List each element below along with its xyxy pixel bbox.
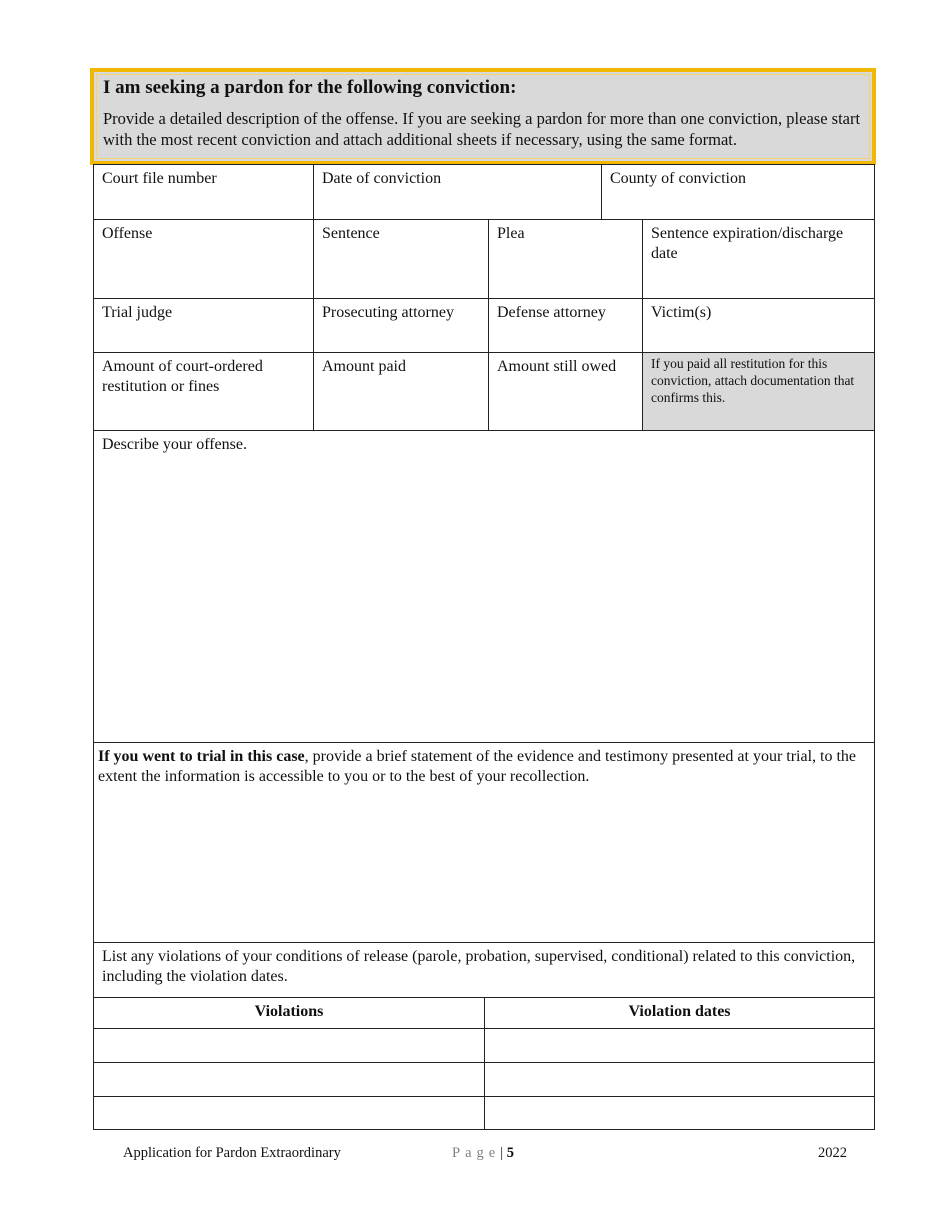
footer-year: 2022 bbox=[818, 1145, 847, 1161]
offense-label: Offense bbox=[102, 225, 153, 242]
plea-field[interactable] bbox=[488, 219, 643, 299]
violations-header-label: Violations bbox=[254, 1003, 324, 1020]
restitution-note bbox=[642, 352, 875, 431]
violation-date-input[interactable] bbox=[484, 1062, 875, 1097]
violations-column-header bbox=[93, 997, 485, 1029]
defense-attorney-field[interactable] bbox=[488, 298, 643, 353]
amount-owed-label: Amount still owed bbox=[497, 358, 617, 375]
page-word: Page bbox=[452, 1145, 501, 1161]
describe-offense-label: Describe your offense. bbox=[102, 436, 247, 453]
violation-input[interactable] bbox=[93, 1096, 485, 1130]
defense-attorney-label: Defense attorney bbox=[497, 304, 606, 321]
sentence-label: Sentence bbox=[322, 225, 380, 242]
restitution-note-text: If you paid all restitution for this conviction, attach documentation that confirms this. bbox=[651, 356, 855, 405]
trial-statement-field[interactable] bbox=[93, 742, 875, 943]
violation-date-input[interactable] bbox=[484, 1028, 875, 1063]
violation-dates-column-header bbox=[484, 997, 875, 1029]
restitution-label: Amount of court-ordered restitution or fines bbox=[102, 358, 263, 395]
amount-owed-field[interactable] bbox=[488, 352, 643, 431]
restitution-field[interactable] bbox=[93, 352, 314, 431]
plea-label: Plea bbox=[497, 225, 525, 242]
offense-field[interactable] bbox=[93, 219, 314, 299]
trial-statement-bold-label: If you went to trial in this case bbox=[98, 748, 305, 765]
amount-paid-label: Amount paid bbox=[322, 358, 406, 375]
sentence-expiration-label: Sentence expiration/discharge date bbox=[651, 225, 844, 262]
prosecuting-attorney-label: Prosecuting attorney bbox=[322, 304, 454, 321]
trial-judge-label: Trial judge bbox=[102, 304, 173, 321]
violations-prompt bbox=[93, 942, 875, 998]
county-of-conviction-field[interactable] bbox=[601, 164, 875, 220]
date-of-conviction-field[interactable] bbox=[313, 164, 602, 220]
prosecuting-attorney-field[interactable] bbox=[313, 298, 489, 353]
violation-date-input[interactable] bbox=[484, 1096, 875, 1130]
section-title: I am seeking a pardon for the following conviction: bbox=[103, 77, 517, 98]
violation-dates-header-label: Violation dates bbox=[628, 1003, 731, 1020]
court-file-number-label: Court file number bbox=[102, 170, 217, 187]
section-header bbox=[90, 68, 876, 165]
trial-statement-label: , provide a brief statement of the evidence and testimony presented at your trial, to the extent the information is accessible to you or to the best of your recollection. bbox=[98, 748, 857, 785]
amount-paid-field[interactable] bbox=[313, 352, 489, 431]
page-number: 5 bbox=[506, 1145, 514, 1161]
victims-field[interactable] bbox=[642, 298, 875, 353]
section-instructions: Provide a detailed description of the offense. If you are seeking a pardon for more than one conviction, please start with the most recent conviction and attach additional sheets if necessary, using the same format. bbox=[103, 109, 861, 149]
date-of-conviction-label: Date of conviction bbox=[322, 170, 442, 187]
court-file-number-field[interactable] bbox=[93, 164, 314, 220]
sentence-field[interactable] bbox=[313, 219, 489, 299]
sentence-expiration-field[interactable] bbox=[642, 219, 875, 299]
victims-label: Victim(s) bbox=[651, 304, 712, 321]
footer-title: Application for Pardon Extraordinary bbox=[123, 1145, 341, 1161]
page-separator: | bbox=[500, 1145, 504, 1161]
violation-input[interactable] bbox=[93, 1062, 485, 1097]
violation-input[interactable] bbox=[93, 1028, 485, 1063]
describe-offense-field[interactable] bbox=[93, 430, 875, 743]
county-of-conviction-label: County of conviction bbox=[610, 170, 746, 187]
page-indicator bbox=[452, 1145, 514, 1162]
violations-prompt-text: List any violations of your conditions of release (parole, probation, supervised, conditional) related to this conviction, including the violation dates. bbox=[102, 948, 856, 985]
trial-judge-field[interactable] bbox=[93, 298, 314, 353]
